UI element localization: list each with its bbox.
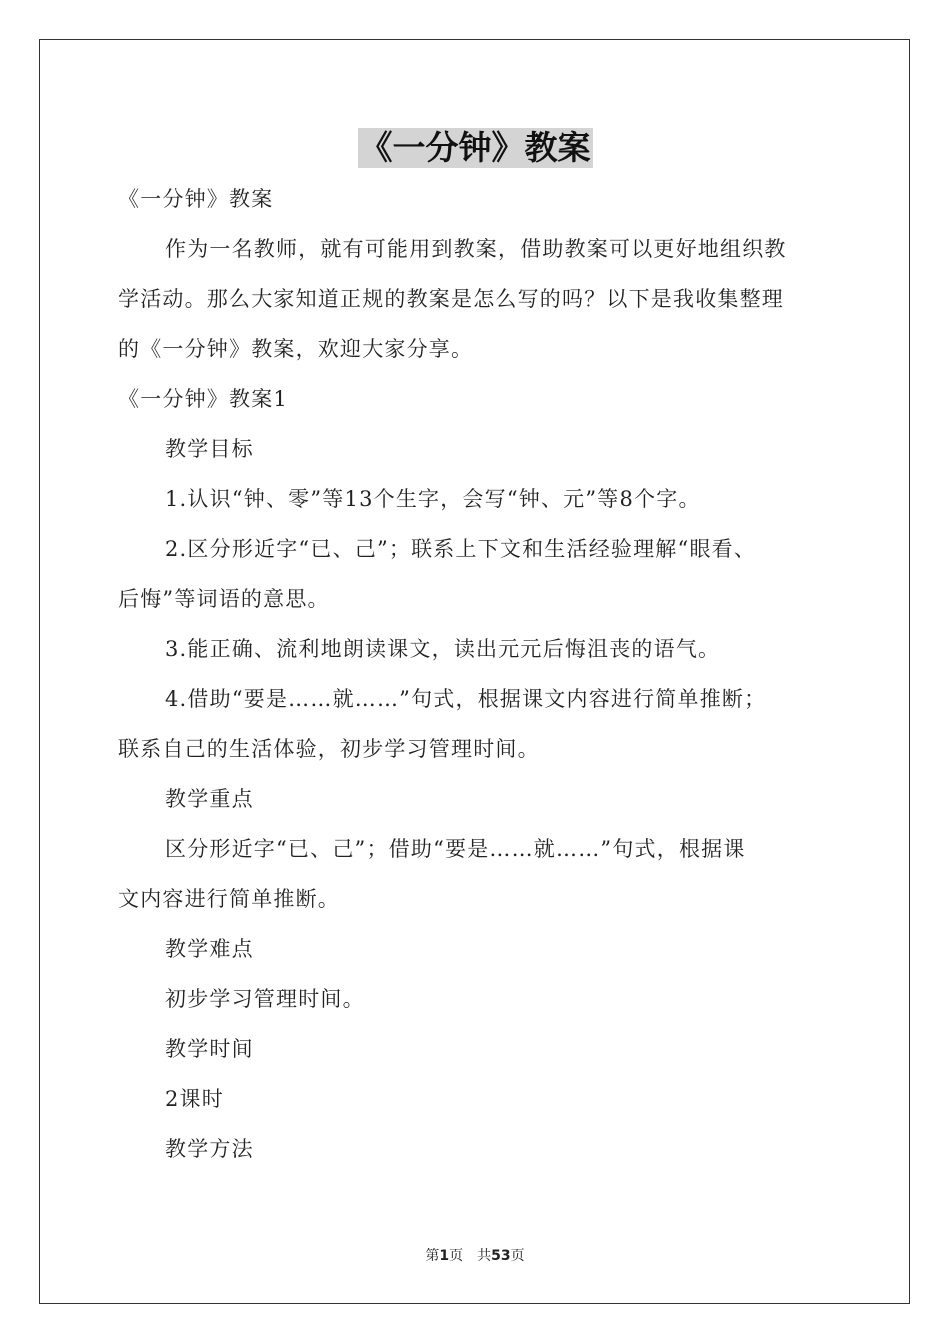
page-footer bbox=[0, 1247, 950, 1265]
page-border bbox=[39, 39, 910, 1304]
subheading-line: 教学时间 bbox=[165, 1037, 254, 1061]
paragraph-line: 2.区分形近字“已、己”；联系上下文和生活经验理解“眼看、 bbox=[165, 537, 757, 561]
subheading-line: 教学方法 bbox=[165, 1137, 254, 1161]
paragraph-line: 后悔”等词语的意思。 bbox=[118, 587, 330, 611]
section-heading: 《一分钟》教案1 bbox=[118, 387, 288, 411]
title-wrapper bbox=[0, 128, 950, 168]
subheading-line: 教学难点 bbox=[165, 937, 254, 961]
paragraph-line: 的《一分钟》教案，欢迎大家分享。 bbox=[118, 337, 474, 361]
paragraph-line: 联系自己的生活体验，初步学习管理时间。 bbox=[118, 737, 540, 761]
footer-page-prefix: 第 bbox=[425, 1248, 440, 1264]
subheading-line: 教学目标 bbox=[165, 437, 254, 461]
footer-total-pages: 53 bbox=[491, 1248, 511, 1264]
paragraph-line: 区分形近字“已、己”；借助“要是……就……”句式，根据课 bbox=[165, 837, 746, 861]
paragraph-line: 初步学习管理时间。 bbox=[165, 987, 365, 1011]
paragraph-line: 3.能正确、流利地朗读课文，读出元元后悔沮丧的语气。 bbox=[165, 637, 721, 661]
footer-page-suffix: 页 bbox=[449, 1248, 464, 1264]
footer-total-prefix: 共 bbox=[477, 1248, 492, 1264]
subtitle-line: 《一分钟》教案 bbox=[118, 187, 274, 211]
paragraph-line: 学活动。那么大家知道正规的教案是怎么写的吗？以下是我收集整理 bbox=[118, 287, 784, 311]
paragraph-line: 作为一名教师，就有可能用到教案，借助教案可以更好地组织教 bbox=[165, 237, 787, 261]
paragraph-line: 1.认识“钟、零”等13个生字，会写“钟、元”等8个字。 bbox=[165, 487, 701, 511]
document-title: 《一分钟》教案 bbox=[359, 128, 591, 167]
footer-total-suffix: 页 bbox=[510, 1248, 525, 1264]
subheading-line: 教学重点 bbox=[165, 787, 254, 811]
footer-page-number: 1 bbox=[439, 1248, 450, 1264]
paragraph-line: 4.借助“要是……就……”句式，根据课文内容进行简单推断； bbox=[165, 687, 767, 711]
paragraph-line: 文内容进行简单推断。 bbox=[118, 887, 340, 911]
paragraph-line: 2课时 bbox=[165, 1087, 224, 1111]
